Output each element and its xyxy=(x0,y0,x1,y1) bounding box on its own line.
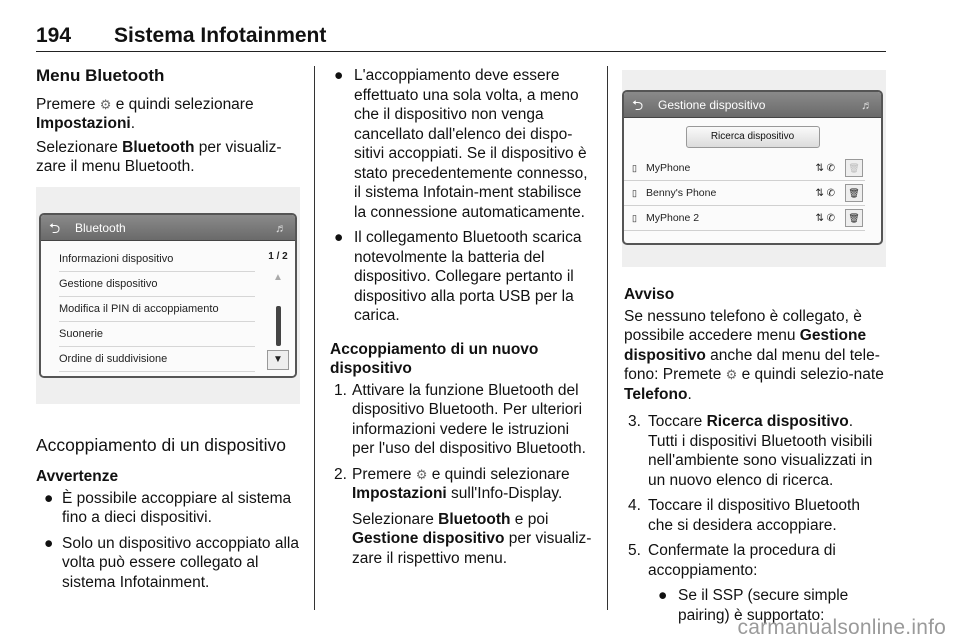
screen-title-bar xyxy=(624,92,881,118)
note-heading-avvertenze: Avvertenze xyxy=(36,468,119,485)
text: Il collegamento Bluetooth scarica notevolmente la batteria del dispositivo. Collegare pertanto il dispositivo alla porta USB per la carica. xyxy=(354,229,582,324)
back-arrow-icon: ⮌ xyxy=(632,97,644,113)
text: Toccare il dispositivo Bluetooth che si desidera accoppiare. xyxy=(648,497,860,534)
menu-item: Informazioni dispositivo xyxy=(59,247,255,272)
device-name: Benny's Phone xyxy=(646,187,717,199)
bold-text: Bluetooth xyxy=(438,510,511,528)
watermark: carmanualsonline.info xyxy=(737,615,946,639)
search-device-button: Ricerca dispositivo xyxy=(686,126,820,148)
paragraph xyxy=(36,138,300,177)
menu-item: Gestione dispositivo xyxy=(59,272,255,297)
text: Se nessuno telefono è collegato, è possibile accedere menu xyxy=(624,307,862,344)
text: Selezionare xyxy=(352,510,439,528)
device-row xyxy=(624,156,865,181)
section-heading-accoppiamento: Accoppiamento di un dispositivo xyxy=(36,434,287,455)
page-number: 194 xyxy=(36,24,72,47)
bold-text: Bluetooth xyxy=(122,138,195,156)
text: e quindi selezionare xyxy=(427,465,570,483)
column-3 xyxy=(624,70,886,631)
bluetooth-phone-icon: ⇅ ✆ xyxy=(815,188,835,199)
screen-title-bar xyxy=(41,215,295,241)
bluetooth-phone-icon: ⇅ ✆ xyxy=(815,163,835,174)
page-header xyxy=(36,26,886,52)
scrollbar xyxy=(267,247,289,370)
bullet-icon: ● xyxy=(334,67,344,84)
bullet-icon: ● xyxy=(44,489,54,507)
bullet-item xyxy=(330,66,592,222)
step-number: 2. xyxy=(334,465,347,483)
text: Se il SSP (secure simple pairing) è supportato: xyxy=(678,587,849,624)
page-indicator: 1 / 2 xyxy=(268,250,288,262)
trash-icon: 🗑 xyxy=(845,184,863,202)
gear-icon: ⚙ xyxy=(725,367,738,382)
paragraph xyxy=(352,465,592,504)
scroll-down-icon: ▼ xyxy=(267,350,289,370)
phone-icon: ▯ xyxy=(632,163,637,173)
text: Solo un dispositivo accoppiato alla volta può essere collegato al sistema Infotainment. xyxy=(62,534,299,591)
section-heading-menu-bluetooth: Menu Bluetooth xyxy=(36,66,165,85)
bullet-icon: ● xyxy=(44,534,54,552)
text: e quindi selezionare xyxy=(111,95,254,113)
column-2 xyxy=(330,66,592,574)
device-name: MyPhone 2 xyxy=(646,212,700,224)
text: per visualiz-zare il menu Bluetooth. xyxy=(36,138,282,175)
gear-icon: ⚙ xyxy=(415,466,428,482)
text: Premere xyxy=(352,465,416,483)
trash-icon: 🗑 xyxy=(845,209,863,227)
text: e poi xyxy=(510,510,549,528)
menu-item: Ordine di suddivisione xyxy=(59,347,255,372)
step-4 xyxy=(624,496,886,535)
bullet-icon: ● xyxy=(658,587,668,604)
infodisplay-screen xyxy=(39,213,297,378)
step-number: 3. xyxy=(628,413,641,430)
column-1 xyxy=(36,66,300,598)
text: L'accoppiamento deve essere effettuato una sola volta, a meno che il dispositivo non venga cancellato dall'elenco dei dispo-sitivi accoppiati. Se il dispositivo è stato precedentemente connesso, il sistema Infotain-ment stabilisce la connessione automaticamente. xyxy=(354,67,588,221)
phone-icon: ▯ xyxy=(632,213,637,223)
phone-icon: ▯ xyxy=(632,188,637,198)
menu-item: Modifica il PIN di accoppiamento xyxy=(59,297,255,322)
device-name: MyPhone xyxy=(646,162,691,174)
paragraph xyxy=(352,510,592,569)
text: . xyxy=(130,115,136,132)
bold-text: Gestione dispositivo xyxy=(352,530,505,547)
back-arrow-icon: ⮌ xyxy=(49,219,61,236)
device-row xyxy=(624,206,865,231)
music-note-icon: ♬ xyxy=(275,220,287,235)
screen-title: Bluetooth xyxy=(75,220,126,235)
step-number: 4. xyxy=(628,497,641,514)
text: sull'Info-Display. xyxy=(446,485,563,502)
bullet-icon: ● xyxy=(334,229,344,246)
bullet-item xyxy=(36,489,300,528)
note-heading-avviso: Avviso xyxy=(624,286,675,303)
text: . Tutti i dispositivi Bluetooth visibili nell'ambiente sono visualizzati in un nuovo elenco di ricerca. xyxy=(648,413,873,489)
device-row xyxy=(624,181,865,206)
page-title: Sistema Infotainment xyxy=(114,24,327,47)
step-number: 5. xyxy=(628,542,641,559)
trash-icon: 🗑 xyxy=(845,159,863,177)
bold-text: Gestione dispositivo xyxy=(624,327,867,364)
gear-icon: ⚙ xyxy=(99,96,112,112)
text: Toccare xyxy=(648,413,707,430)
column-divider xyxy=(607,66,608,610)
step-2 xyxy=(328,465,592,569)
bold-text: Impostazioni xyxy=(352,485,447,502)
bluetooth-menu-list xyxy=(41,241,295,376)
paragraph xyxy=(36,95,300,134)
screen-title: Gestione dispositivo xyxy=(658,98,766,112)
bold-text: Ricerca dispositivo xyxy=(706,413,849,430)
text: e quindi selezio-nate xyxy=(737,366,884,383)
text: anche dal menu del tele-fono: Premete xyxy=(624,346,880,383)
scroll-up-icon: ▲ xyxy=(273,272,283,283)
step-1 xyxy=(328,381,592,459)
infodisplay-screen xyxy=(622,90,883,245)
menu-item: Suonerie xyxy=(59,322,255,347)
text: Selezionare xyxy=(36,138,123,156)
text: Premere xyxy=(36,95,100,113)
bullet-item xyxy=(330,228,592,326)
bold-text: Telefono xyxy=(624,385,688,403)
step-5 xyxy=(624,541,886,625)
screenshot-bluetooth-menu xyxy=(36,187,300,404)
sub-heading-nuovo-dispositivo: Accoppiamento di un nuovo dispositivo xyxy=(330,340,539,377)
text: . xyxy=(687,385,692,403)
step-3 xyxy=(624,412,886,490)
paragraph xyxy=(624,307,886,405)
bold-text: Impostazioni xyxy=(36,115,131,132)
column-divider xyxy=(314,66,315,610)
screenshot-gestione-dispositivo xyxy=(622,70,886,267)
text: Attivare la funzione Bluetooth del dispositivo Bluetooth. Per ulteriori informazioni vedere le istruzioni per l'uso del dispositivo Bluetooth. xyxy=(352,381,586,457)
step-number: 1. xyxy=(334,381,347,399)
scroll-thumb xyxy=(276,306,281,346)
text: Confermate la procedura di accoppiamento: xyxy=(648,542,836,579)
music-note-icon: ♬ xyxy=(861,98,873,112)
bluetooth-phone-icon: ⇅ ✆ xyxy=(815,213,835,224)
bullet-item xyxy=(36,534,300,593)
text: È possibile accoppiare al sistema fino a dieci dispositivi. xyxy=(62,489,292,526)
text: per visualiz-zare il rispettivo menu. xyxy=(352,530,592,567)
